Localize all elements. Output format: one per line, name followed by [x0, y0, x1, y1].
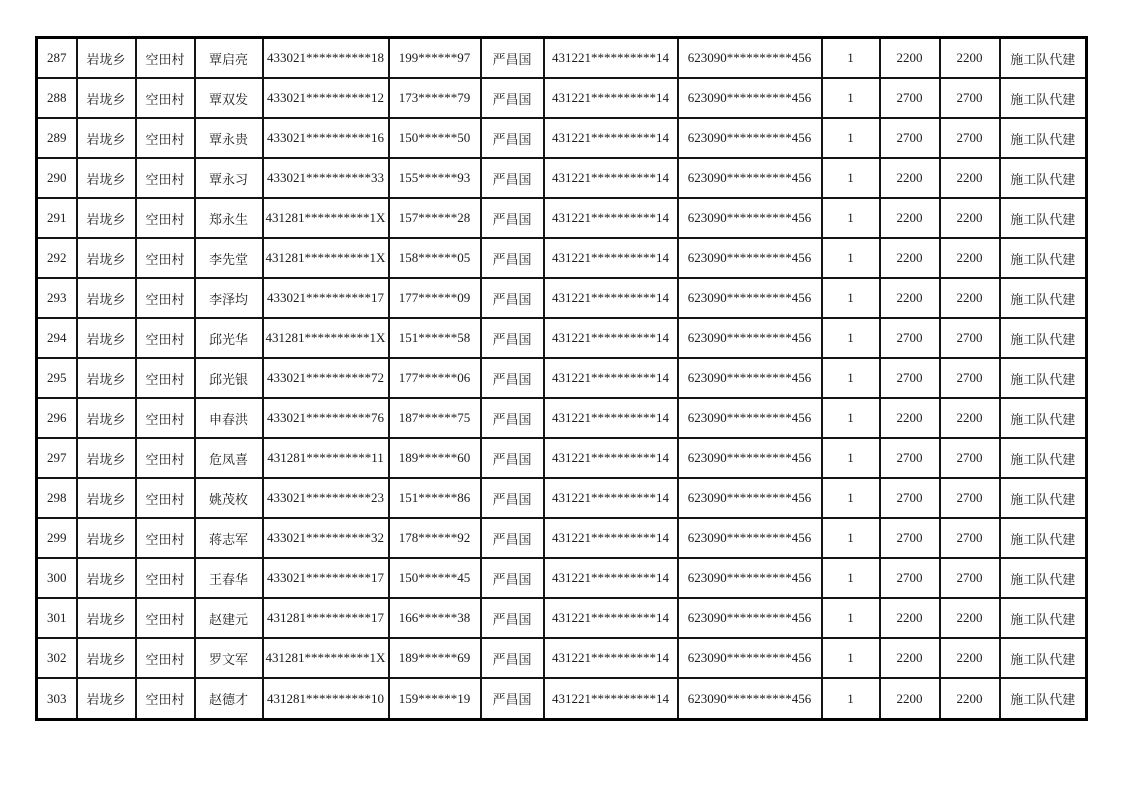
cell-row-number: 299 [37, 518, 77, 558]
cell-person-name: 危凤喜 [195, 438, 263, 478]
cell-row-number: 295 [37, 358, 77, 398]
cell-amount: 2200 [880, 198, 940, 238]
cell-row-number: 288 [37, 78, 77, 118]
cell-amount-paid: 2200 [940, 198, 1000, 238]
cell-payee-name: 严昌国 [481, 438, 544, 478]
cell-bank-account: 623090**********456 [678, 598, 822, 638]
table-row [37, 158, 1087, 198]
cell-township: 岩垅乡 [77, 398, 136, 438]
cell-phone-number: 158******05 [389, 238, 481, 278]
cell-payee-name: 严昌国 [481, 518, 544, 558]
cell-township: 岩垅乡 [77, 438, 136, 478]
cell-id-number: 433021**********33 [263, 158, 389, 198]
cell-amount-paid: 2700 [940, 478, 1000, 518]
cell-bank-account: 623090**********456 [678, 398, 822, 438]
cell-bank-account: 623090**********456 [678, 118, 822, 158]
cell-phone-number: 151******86 [389, 478, 481, 518]
cell-id-number: 433021**********17 [263, 278, 389, 318]
cell-amount-paid: 2200 [940, 158, 1000, 198]
cell-amount-paid: 2200 [940, 278, 1000, 318]
cell-township: 岩垅乡 [77, 118, 136, 158]
cell-payee-id-number: 431221**********14 [544, 318, 678, 358]
cell-village: 空田村 [136, 478, 195, 518]
cell-quantity: 1 [822, 238, 880, 278]
cell-payee-id-number: 431221**********14 [544, 118, 678, 158]
cell-quantity: 1 [822, 398, 880, 438]
cell-village: 空田村 [136, 598, 195, 638]
cell-construction-method: 施工队代建 [1000, 78, 1087, 118]
cell-payee-id-number: 431221**********14 [544, 638, 678, 678]
cell-amount: 2700 [880, 558, 940, 598]
cell-amount-paid: 2700 [940, 558, 1000, 598]
cell-amount: 2200 [880, 398, 940, 438]
cell-quantity: 1 [822, 198, 880, 238]
cell-payee-id-number: 431221**********14 [544, 358, 678, 398]
cell-village: 空田村 [136, 358, 195, 398]
cell-amount-paid: 2200 [940, 238, 1000, 278]
cell-id-number: 431281**********1X [263, 198, 389, 238]
table-row [37, 518, 1087, 558]
cell-payee-name: 严昌国 [481, 318, 544, 358]
cell-id-number: 431281**********11 [263, 438, 389, 478]
cell-id-number: 433021**********16 [263, 118, 389, 158]
cell-phone-number: 159******19 [389, 678, 481, 719]
cell-payee-name: 严昌国 [481, 478, 544, 518]
cell-quantity: 1 [822, 678, 880, 719]
cell-phone-number: 177******06 [389, 358, 481, 398]
cell-amount: 2700 [880, 478, 940, 518]
table-row [37, 598, 1087, 638]
cell-id-number: 431281**********1X [263, 238, 389, 278]
cell-township: 岩垅乡 [77, 638, 136, 678]
cell-amount: 2200 [880, 638, 940, 678]
cell-person-name: 王春华 [195, 558, 263, 598]
cell-row-number: 298 [37, 478, 77, 518]
cell-village: 空田村 [136, 518, 195, 558]
cell-township: 岩垅乡 [77, 358, 136, 398]
table-row [37, 318, 1087, 358]
cell-row-number: 292 [37, 238, 77, 278]
cell-village: 空田村 [136, 558, 195, 598]
cell-person-name: 邱光华 [195, 318, 263, 358]
cell-phone-number: 189******60 [389, 438, 481, 478]
cell-payee-id-number: 431221**********14 [544, 438, 678, 478]
cell-construction-method: 施工队代建 [1000, 398, 1087, 438]
cell-township: 岩垅乡 [77, 598, 136, 638]
cell-village: 空田村 [136, 638, 195, 678]
cell-quantity: 1 [822, 478, 880, 518]
cell-phone-number: 157******28 [389, 198, 481, 238]
cell-quantity: 1 [822, 598, 880, 638]
cell-construction-method: 施工队代建 [1000, 598, 1087, 638]
table-row [37, 558, 1087, 598]
cell-township: 岩垅乡 [77, 158, 136, 198]
cell-payee-id-number: 431221**********14 [544, 158, 678, 198]
cell-construction-method: 施工队代建 [1000, 158, 1087, 198]
cell-person-name: 覃双发 [195, 78, 263, 118]
cell-person-name: 蒋志军 [195, 518, 263, 558]
cell-quantity: 1 [822, 358, 880, 398]
cell-construction-method: 施工队代建 [1000, 558, 1087, 598]
cell-township: 岩垅乡 [77, 518, 136, 558]
cell-village: 空田村 [136, 318, 195, 358]
cell-row-number: 290 [37, 158, 77, 198]
cell-bank-account: 623090**********456 [678, 438, 822, 478]
cell-amount-paid: 2700 [940, 78, 1000, 118]
cell-payee-id-number: 431221**********14 [544, 678, 678, 719]
table-row [37, 118, 1087, 158]
table-body [37, 38, 1087, 720]
cell-payee-name: 严昌国 [481, 558, 544, 598]
cell-payee-name: 严昌国 [481, 118, 544, 158]
payment-roster-table [35, 36, 1088, 721]
cell-bank-account: 623090**********456 [678, 318, 822, 358]
cell-payee-id-number: 431221**********14 [544, 278, 678, 318]
cell-payee-name: 严昌国 [481, 238, 544, 278]
cell-village: 空田村 [136, 158, 195, 198]
cell-phone-number: 151******58 [389, 318, 481, 358]
cell-village: 空田村 [136, 78, 195, 118]
cell-payee-name: 严昌国 [481, 158, 544, 198]
cell-township: 岩垅乡 [77, 678, 136, 719]
cell-row-number: 287 [37, 38, 77, 79]
cell-phone-number: 187******75 [389, 398, 481, 438]
table-row [37, 78, 1087, 118]
cell-quantity: 1 [822, 638, 880, 678]
cell-id-number: 431281**********1X [263, 318, 389, 358]
cell-person-name: 覃永贵 [195, 118, 263, 158]
cell-construction-method: 施工队代建 [1000, 198, 1087, 238]
cell-bank-account: 623090**********456 [678, 238, 822, 278]
cell-payee-id-number: 431221**********14 [544, 598, 678, 638]
cell-payee-name: 严昌国 [481, 198, 544, 238]
cell-amount-paid: 2700 [940, 438, 1000, 478]
cell-row-number: 301 [37, 598, 77, 638]
cell-amount: 2200 [880, 678, 940, 719]
cell-payee-id-number: 431221**********14 [544, 398, 678, 438]
cell-bank-account: 623090**********456 [678, 678, 822, 719]
cell-payee-id-number: 431221**********14 [544, 518, 678, 558]
cell-township: 岩垅乡 [77, 78, 136, 118]
cell-payee-name: 严昌国 [481, 638, 544, 678]
cell-payee-name: 严昌国 [481, 598, 544, 638]
cell-payee-id-number: 431221**********14 [544, 78, 678, 118]
cell-payee-id-number: 431221**********14 [544, 478, 678, 518]
cell-person-name: 邱光银 [195, 358, 263, 398]
cell-amount-paid: 2700 [940, 358, 1000, 398]
cell-quantity: 1 [822, 438, 880, 478]
cell-construction-method: 施工队代建 [1000, 438, 1087, 478]
cell-township: 岩垅乡 [77, 198, 136, 238]
cell-village: 空田村 [136, 118, 195, 158]
cell-phone-number: 166******38 [389, 598, 481, 638]
cell-amount: 2700 [880, 318, 940, 358]
cell-payee-name: 严昌国 [481, 278, 544, 318]
cell-amount: 2200 [880, 238, 940, 278]
cell-row-number: 293 [37, 278, 77, 318]
cell-amount-paid: 2200 [940, 598, 1000, 638]
cell-quantity: 1 [822, 158, 880, 198]
cell-id-number: 431281**********1X [263, 638, 389, 678]
cell-id-number: 433021**********17 [263, 558, 389, 598]
cell-row-number: 302 [37, 638, 77, 678]
cell-amount: 2200 [880, 278, 940, 318]
cell-amount: 2700 [880, 438, 940, 478]
cell-village: 空田村 [136, 38, 195, 79]
cell-village: 空田村 [136, 398, 195, 438]
cell-amount: 2700 [880, 78, 940, 118]
cell-quantity: 1 [822, 278, 880, 318]
cell-payee-name: 严昌国 [481, 398, 544, 438]
cell-township: 岩垅乡 [77, 38, 136, 79]
cell-id-number: 431281**********10 [263, 678, 389, 719]
cell-quantity: 1 [822, 118, 880, 158]
cell-amount-paid: 2200 [940, 638, 1000, 678]
cell-village: 空田村 [136, 238, 195, 278]
cell-id-number: 433021**********23 [263, 478, 389, 518]
table-row [37, 198, 1087, 238]
cell-payee-id-number: 431221**********14 [544, 38, 678, 79]
cell-amount: 2200 [880, 38, 940, 79]
cell-phone-number: 199******97 [389, 38, 481, 79]
cell-amount-paid: 2200 [940, 38, 1000, 79]
cell-township: 岩垅乡 [77, 478, 136, 518]
cell-payee-id-number: 431221**********14 [544, 198, 678, 238]
cell-construction-method: 施工队代建 [1000, 278, 1087, 318]
cell-construction-method: 施工队代建 [1000, 518, 1087, 558]
cell-payee-id-number: 431221**********14 [544, 238, 678, 278]
cell-township: 岩垅乡 [77, 318, 136, 358]
cell-row-number: 289 [37, 118, 77, 158]
table-row [37, 38, 1087, 79]
cell-phone-number: 177******09 [389, 278, 481, 318]
cell-amount-paid: 2200 [940, 398, 1000, 438]
cell-phone-number: 189******69 [389, 638, 481, 678]
cell-person-name: 罗文军 [195, 638, 263, 678]
cell-phone-number: 178******92 [389, 518, 481, 558]
cell-bank-account: 623090**********456 [678, 558, 822, 598]
cell-row-number: 294 [37, 318, 77, 358]
cell-amount: 2200 [880, 598, 940, 638]
cell-person-name: 赵建元 [195, 598, 263, 638]
cell-row-number: 300 [37, 558, 77, 598]
cell-construction-method: 施工队代建 [1000, 678, 1087, 719]
cell-person-name: 李先堂 [195, 238, 263, 278]
cell-village: 空田村 [136, 198, 195, 238]
cell-amount: 2700 [880, 518, 940, 558]
cell-payee-name: 严昌国 [481, 38, 544, 79]
cell-row-number: 297 [37, 438, 77, 478]
cell-amount-paid: 2700 [940, 318, 1000, 358]
cell-bank-account: 623090**********456 [678, 278, 822, 318]
cell-payee-name: 严昌国 [481, 78, 544, 118]
cell-id-number: 433021**********72 [263, 358, 389, 398]
cell-payee-name: 严昌国 [481, 358, 544, 398]
cell-row-number: 303 [37, 678, 77, 719]
cell-id-number: 433021**********18 [263, 38, 389, 79]
cell-bank-account: 623090**********456 [678, 518, 822, 558]
table-row [37, 238, 1087, 278]
cell-amount: 2700 [880, 118, 940, 158]
cell-construction-method: 施工队代建 [1000, 478, 1087, 518]
cell-id-number: 433021**********32 [263, 518, 389, 558]
cell-amount-paid: 2700 [940, 518, 1000, 558]
cell-township: 岩垅乡 [77, 558, 136, 598]
cell-quantity: 1 [822, 518, 880, 558]
cell-id-number: 431281**********17 [263, 598, 389, 638]
cell-construction-method: 施工队代建 [1000, 238, 1087, 278]
cell-phone-number: 155******93 [389, 158, 481, 198]
cell-row-number: 291 [37, 198, 77, 238]
cell-construction-method: 施工队代建 [1000, 318, 1087, 358]
cell-township: 岩垅乡 [77, 278, 136, 318]
cell-village: 空田村 [136, 678, 195, 719]
cell-quantity: 1 [822, 38, 880, 79]
cell-person-name: 赵德才 [195, 678, 263, 719]
cell-bank-account: 623090**********456 [678, 358, 822, 398]
cell-person-name: 覃永习 [195, 158, 263, 198]
cell-payee-name: 严昌国 [481, 678, 544, 719]
cell-bank-account: 623090**********456 [678, 158, 822, 198]
cell-person-name: 覃启亮 [195, 38, 263, 79]
cell-person-name: 申春洪 [195, 398, 263, 438]
cell-construction-method: 施工队代建 [1000, 38, 1087, 79]
cell-construction-method: 施工队代建 [1000, 358, 1087, 398]
cell-id-number: 433021**********76 [263, 398, 389, 438]
cell-payee-id-number: 431221**********14 [544, 558, 678, 598]
cell-person-name: 姚茂枚 [195, 478, 263, 518]
cell-bank-account: 623090**********456 [678, 638, 822, 678]
cell-bank-account: 623090**********456 [678, 198, 822, 238]
cell-id-number: 433021**********12 [263, 78, 389, 118]
cell-bank-account: 623090**********456 [678, 38, 822, 79]
cell-phone-number: 173******79 [389, 78, 481, 118]
table-row [37, 398, 1087, 438]
cell-person-name: 郑永生 [195, 198, 263, 238]
cell-construction-method: 施工队代建 [1000, 638, 1087, 678]
cell-construction-method: 施工队代建 [1000, 118, 1087, 158]
table-row [37, 678, 1087, 719]
cell-village: 空田村 [136, 278, 195, 318]
cell-bank-account: 623090**********456 [678, 78, 822, 118]
table-row [37, 358, 1087, 398]
cell-amount-paid: 2700 [940, 118, 1000, 158]
table-row [37, 278, 1087, 318]
cell-amount-paid: 2200 [940, 678, 1000, 719]
cell-phone-number: 150******50 [389, 118, 481, 158]
cell-village: 空田村 [136, 438, 195, 478]
cell-row-number: 296 [37, 398, 77, 438]
cell-amount: 2200 [880, 158, 940, 198]
cell-quantity: 1 [822, 318, 880, 358]
cell-person-name: 李泽均 [195, 278, 263, 318]
cell-phone-number: 150******45 [389, 558, 481, 598]
table-row [37, 478, 1087, 518]
cell-bank-account: 623090**********456 [678, 478, 822, 518]
table-row [37, 438, 1087, 478]
cell-township: 岩垅乡 [77, 238, 136, 278]
cell-quantity: 1 [822, 78, 880, 118]
cell-amount: 2700 [880, 358, 940, 398]
table-row [37, 638, 1087, 678]
cell-quantity: 1 [822, 558, 880, 598]
